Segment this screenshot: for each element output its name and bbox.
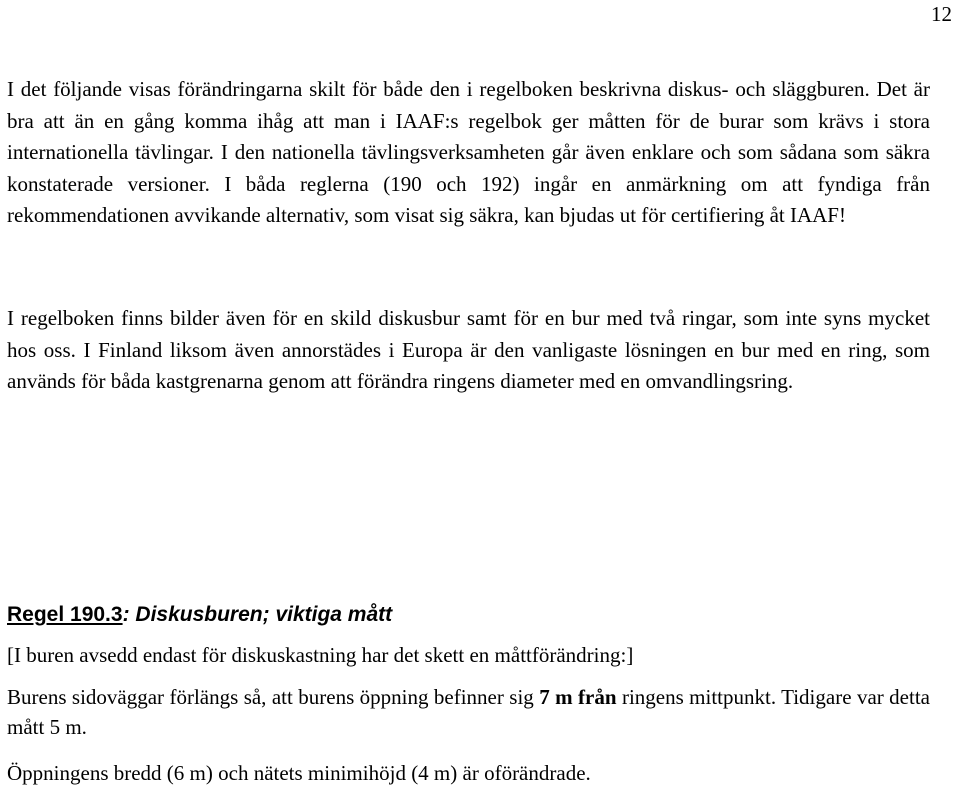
rule-separator: :: [122, 603, 130, 626]
final-line: Öppningens bredd (6 m) och nätets minimihöjd (4 m) är oförändrade.: [7, 761, 591, 785]
rule-sentence-start: Burens sidoväggar förlängs så, att burens öppning befinner sig: [7, 685, 540, 709]
rule-code: Regel 190.3: [7, 603, 123, 626]
ring-paragraph: I regelboken finns bilder även för en skild diskusbur samt för en bur med två ringar, som inte syns mycket hos oss. I Finland liksom även annorstädes i Europa är den vanligaste lösningen en bur med en ring, som används för båda kastgrenarna genom att förändra ringens diameter med en omvandlingsring.: [7, 306, 930, 393]
bracket-note: [I buren avsedd endast för diskuskastning har det skett en måttförändring:]: [7, 643, 634, 667]
rule-heading: [7, 602, 392, 628]
rule-title: Diskusburen; viktiga mått: [129, 603, 393, 626]
rule-sentence-end: ringens mittpunkt. Tidigare var detta mått 5 m.: [7, 685, 930, 739]
intro-paragraph: I det följande visas förändringarna skilt för både den i regelboken beskrivna diskus- och släggburen. Det är bra att än en gång komma ihåg att man i IAAF:s regelbok ger måtten för de burar som krävs i stora internationella tävlingar. I den nationella tävlingsverksamheten går även enklare och som sådana som säkra konstaterade versioner. I båda reglerna (190 och 192) ingår en anmärkning om att fyndiga från rekommendationen avvikande alternativ, som visat sig säkra, kan bjudas ut för certifiering åt IAAF!: [7, 77, 930, 227]
rule-change-paragraph: [7, 682, 930, 742]
page-number: 12: [931, 2, 952, 26]
rule-emphasis: 7 m från: [539, 685, 617, 709]
